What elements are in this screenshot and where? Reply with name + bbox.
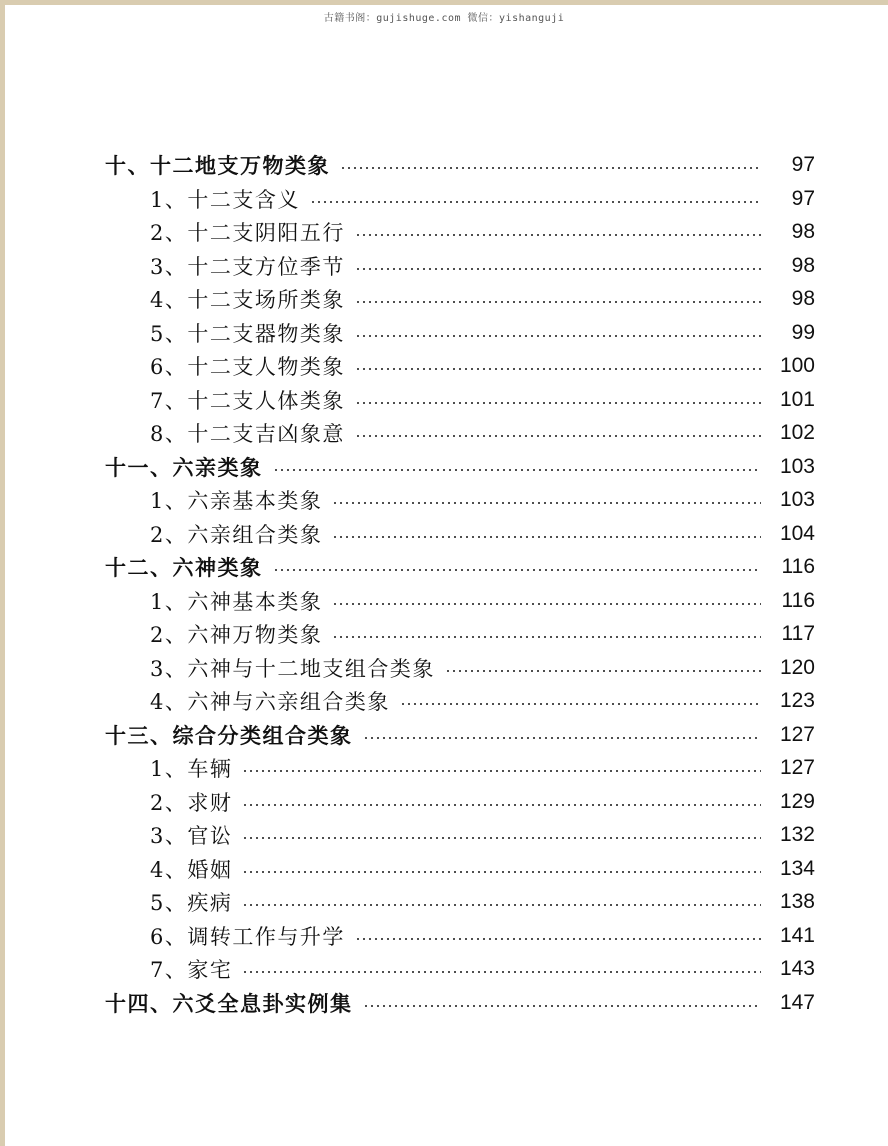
toc-entry-title: 十四、六爻全息卦实例集 (105, 991, 353, 1016)
dot-leader (355, 402, 761, 404)
toc-subsection[interactable] (150, 182, 815, 216)
toc-entry-title: 4、六神与六亲组合类象 (150, 690, 390, 714)
toc-page-number: 98 (791, 253, 815, 277)
toc-subsection[interactable] (150, 952, 815, 986)
toc-entry-title: 8、十二支吉凶象意 (150, 422, 345, 446)
toc-entry-title: 3、十二支方位季节 (150, 254, 345, 279)
toc-page-number: 123 (779, 689, 815, 712)
toc-section[interactable] (105, 718, 815, 752)
toc-subsection[interactable] (150, 651, 815, 685)
toc-subsection[interactable] (150, 617, 815, 651)
toc-entry-title: 7、十二支人体类象 (150, 388, 345, 413)
toc-subsection[interactable] (150, 852, 815, 886)
toc-page-number: 141 (779, 923, 815, 947)
toc-entry-title: 十一、六亲类象 (105, 455, 263, 480)
dot-leader (355, 234, 761, 236)
toc-page-number: 116 (781, 588, 815, 612)
toc-subsection[interactable] (150, 416, 815, 450)
toc-page-number: 100 (779, 354, 815, 377)
toc-entry-title: 6、调转工作与升学 (150, 924, 345, 949)
dot-leader (310, 201, 761, 203)
toc-page-number: 132 (779, 823, 815, 846)
dot-leader (242, 804, 761, 806)
toc-entry-title: 5、十二支器物类象 (150, 321, 345, 346)
dot-leader (445, 670, 761, 672)
page-frame-left (0, 0, 5, 1146)
dot-leader (400, 703, 761, 705)
toc-entry-title: 6、十二支人物类象 (150, 355, 345, 379)
dot-leader (242, 871, 761, 873)
dot-leader (332, 502, 761, 504)
toc-page-number: 120 (779, 655, 815, 679)
dot-leader (363, 737, 762, 739)
toc-section[interactable] (105, 148, 815, 182)
toc-subsection[interactable] (150, 818, 815, 852)
toc-section[interactable] (105, 450, 815, 484)
toc-subsection[interactable] (150, 383, 815, 417)
toc-page-number: 97 (791, 153, 815, 176)
toc-entry-title: 4、十二支场所类象 (150, 288, 345, 312)
toc-entry-title: 5、疾病 (150, 891, 233, 915)
toc-subsection[interactable] (150, 517, 815, 551)
toc-section[interactable] (105, 986, 815, 1020)
toc-page-number: 127 (779, 722, 815, 746)
toc-page-number: 101 (779, 387, 815, 411)
dot-leader (355, 368, 761, 370)
toc-page-number: 102 (779, 421, 815, 444)
toc-subsection[interactable] (150, 751, 815, 785)
toc-entry-title: 3、六神与十二地支组合类象 (150, 656, 435, 681)
toc-entry-title: 2、六亲组合类象 (150, 522, 323, 547)
toc-subsection[interactable] (150, 483, 815, 517)
toc-subsection[interactable] (150, 684, 815, 718)
toc-entry-title: 7、家宅 (150, 958, 233, 982)
toc-page-number: 117 (781, 622, 815, 645)
toc-entry-title: 2、求财 (150, 790, 233, 815)
toc-entry-title: 十、十二地支万物类象 (105, 154, 330, 178)
dot-leader (355, 301, 761, 303)
toc-subsection[interactable] (150, 785, 815, 819)
toc-page-number: 99 (791, 320, 815, 344)
toc-page-number: 98 (791, 220, 815, 243)
toc-subsection[interactable] (150, 349, 815, 383)
toc-subsection[interactable] (150, 919, 815, 953)
toc-page-number: 103 (779, 488, 815, 511)
toc-page-number: 147 (779, 990, 815, 1014)
dot-leader (332, 636, 761, 638)
toc-page-number: 127 (779, 756, 815, 779)
dot-leader (355, 435, 761, 437)
dot-leader (273, 569, 762, 571)
dot-leader (242, 837, 761, 839)
toc-page-number: 103 (779, 454, 815, 478)
dot-leader (242, 904, 761, 906)
toc-subsection[interactable] (150, 215, 815, 249)
toc-entry-title: 2、六神万物类象 (150, 623, 323, 647)
dot-leader (242, 770, 761, 772)
toc-entry-title: 十三、综合分类组合类象 (105, 723, 353, 748)
toc-page-number: 116 (781, 555, 815, 578)
toc-page-number: 143 (779, 957, 815, 980)
dot-leader (332, 603, 761, 605)
toc-subsection[interactable] (150, 885, 815, 919)
dot-leader (355, 268, 761, 270)
toc-entry-title: 1、十二支含义 (150, 187, 300, 212)
watermark: 古籍书阁：gujishuge.com 微信：yishanguji (323, 13, 565, 24)
toc-entry-title: 3、官讼 (150, 824, 233, 848)
dot-leader (340, 167, 761, 169)
toc-subsection[interactable] (150, 282, 815, 316)
toc-page-number: 138 (779, 890, 815, 913)
dot-leader (273, 469, 762, 471)
toc-subsection[interactable] (150, 316, 815, 350)
toc-entry-title: 2、十二支阴阳五行 (150, 221, 345, 245)
toc-section[interactable] (105, 550, 815, 584)
toc-page-number: 97 (791, 186, 815, 210)
toc-entry-title: 1、六亲基本类象 (150, 489, 323, 513)
dot-leader (332, 536, 761, 538)
dot-leader (242, 971, 761, 973)
page-frame-top (0, 0, 888, 5)
toc-entry-title: 4、婚姻 (150, 857, 233, 882)
toc-page-number: 104 (779, 521, 815, 545)
dot-leader (355, 938, 761, 940)
toc-page-number: 98 (791, 287, 815, 310)
dot-leader (355, 335, 761, 337)
toc-entry-title: 1、车辆 (150, 757, 233, 781)
toc-entry-title: 1、六神基本类象 (150, 589, 323, 614)
toc-subsection[interactable] (150, 249, 815, 283)
toc-entry-title: 十二、六神类象 (105, 556, 263, 580)
toc-page-number: 129 (779, 789, 815, 813)
toc-subsection[interactable] (150, 584, 815, 618)
dot-leader (363, 1005, 762, 1007)
toc-page-number: 134 (779, 856, 815, 880)
